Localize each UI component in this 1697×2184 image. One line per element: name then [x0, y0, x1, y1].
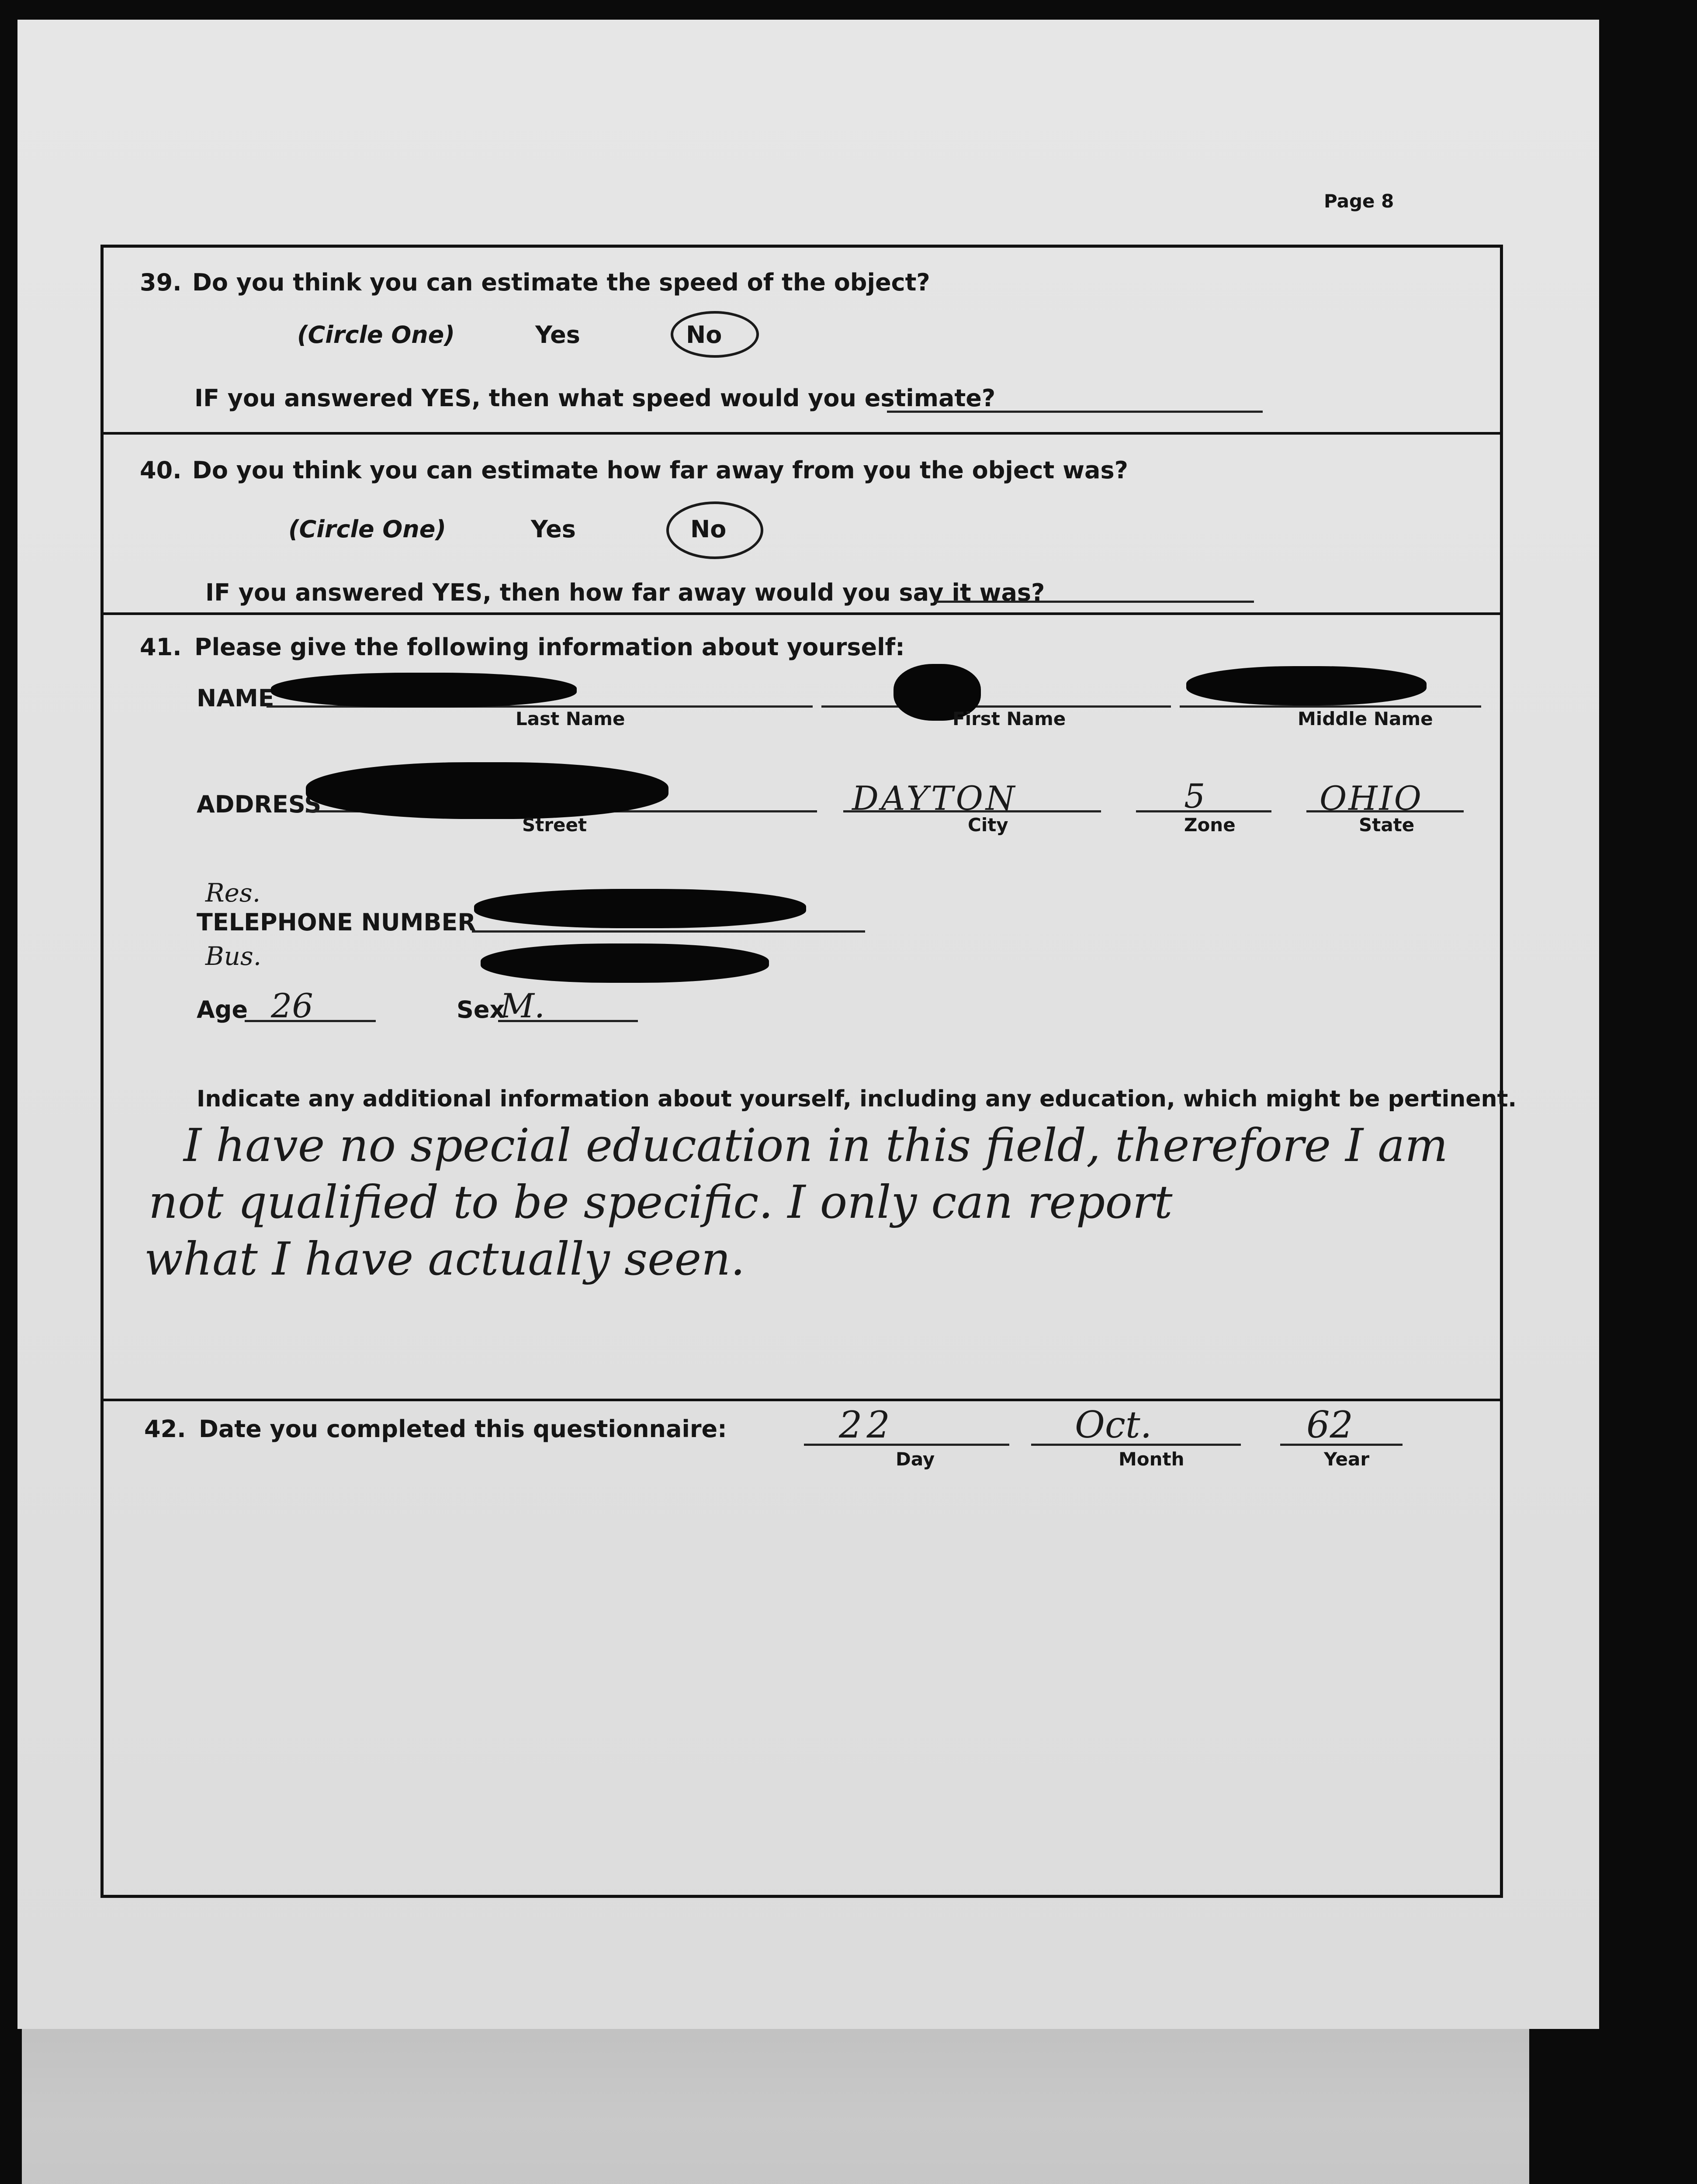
- redaction-telephone-res: [474, 889, 806, 928]
- form-frame: [100, 245, 1503, 1898]
- age-handwritten: 26: [271, 986, 313, 1025]
- section-divider: [104, 612, 1500, 615]
- redaction-middle-name: [1186, 666, 1427, 705]
- q42-question: Date you completed this questionnaire:: [199, 1415, 727, 1443]
- section-divider: [104, 432, 1500, 435]
- day-handwritten: 22: [839, 1403, 894, 1446]
- city-caption: City: [968, 814, 1008, 836]
- q39-number: 39.: [140, 269, 182, 296]
- sex-handwritten: M.: [500, 986, 545, 1025]
- middle-name-caption: Middle Name: [1298, 708, 1433, 729]
- q40-circle-one: (Circle One): [288, 515, 447, 543]
- state-handwritten: OHIO: [1320, 779, 1423, 818]
- res-note: Res.: [205, 878, 261, 908]
- redaction-last-name: [271, 673, 577, 708]
- section-divider: [104, 1399, 1500, 1401]
- first-name-line[interactable]: [821, 705, 1171, 708]
- q39-no-circle-mark: [671, 311, 759, 358]
- day-line[interactable]: [804, 1444, 1009, 1446]
- q40-distance-answer-line[interactable]: [935, 601, 1254, 603]
- first-name-caption: First Name: [952, 708, 1066, 729]
- q40-followup: IF you answered YES, then how far away would you say it was?: [205, 579, 1045, 606]
- q40-yes-option[interactable]: Yes: [531, 515, 576, 543]
- q39-circle-one: (Circle One): [297, 321, 455, 349]
- month-caption: Month: [1119, 1448, 1184, 1470]
- redaction-telephone-bus: [481, 943, 769, 983]
- city-handwritten: DAYTON: [852, 779, 1018, 818]
- year-handwritten: 62: [1306, 1403, 1353, 1446]
- address-label: ADDRESS: [197, 791, 322, 818]
- telephone-label: TELEPHONE NUMBER: [197, 909, 476, 936]
- additional-info-line-1: I have no special education in this field, therefore I am: [184, 1119, 1448, 1172]
- name-label: NAME: [197, 684, 274, 712]
- q39-yes-option[interactable]: Yes: [535, 321, 580, 349]
- q40-number: 40.: [140, 456, 182, 484]
- q41-number: 41.: [140, 633, 182, 661]
- q41-prompt: Please give the following information about yourself:: [194, 633, 905, 661]
- state-caption: State: [1359, 814, 1415, 836]
- zone-caption: Zone: [1184, 814, 1236, 836]
- q39-followup: IF you answered YES, then what speed would you estimate?: [194, 384, 996, 412]
- q40-no-circle-mark: [666, 501, 763, 559]
- page-number: Page 8: [1324, 190, 1394, 212]
- q39-question: Do you think you can estimate the speed of the object?: [192, 269, 930, 296]
- year-caption: Year: [1324, 1448, 1370, 1470]
- bus-note: Bus.: [205, 941, 262, 971]
- month-handwritten: Oct.: [1075, 1403, 1152, 1446]
- q40-question: Do you think you can estimate how far away from you the object was?: [192, 456, 1128, 484]
- additional-info-line-3: what I have actually seen.: [144, 1232, 745, 1286]
- zone-handwritten: 5: [1184, 777, 1205, 816]
- additional-info-prompt: Indicate any additional information about yourself, including any education, which might be pertinent.: [197, 1086, 1517, 1112]
- last-name-caption: Last Name: [516, 708, 625, 729]
- middle-name-line[interactable]: [1180, 705, 1481, 708]
- redaction-street: [306, 762, 668, 819]
- q42-number: 42.: [144, 1415, 186, 1443]
- street-caption: Street: [522, 814, 587, 836]
- q39-speed-answer-line[interactable]: [887, 411, 1263, 413]
- telephone-line[interactable]: [472, 930, 865, 933]
- day-caption: Day: [896, 1448, 935, 1470]
- q40-no-option[interactable]: No: [690, 515, 727, 543]
- sex-label: Sex: [457, 996, 505, 1023]
- additional-info-line-2: not qualified to be specific. I only can report: [149, 1175, 1173, 1229]
- age-label: Age: [197, 996, 248, 1023]
- q39-no-option[interactable]: No: [686, 321, 722, 349]
